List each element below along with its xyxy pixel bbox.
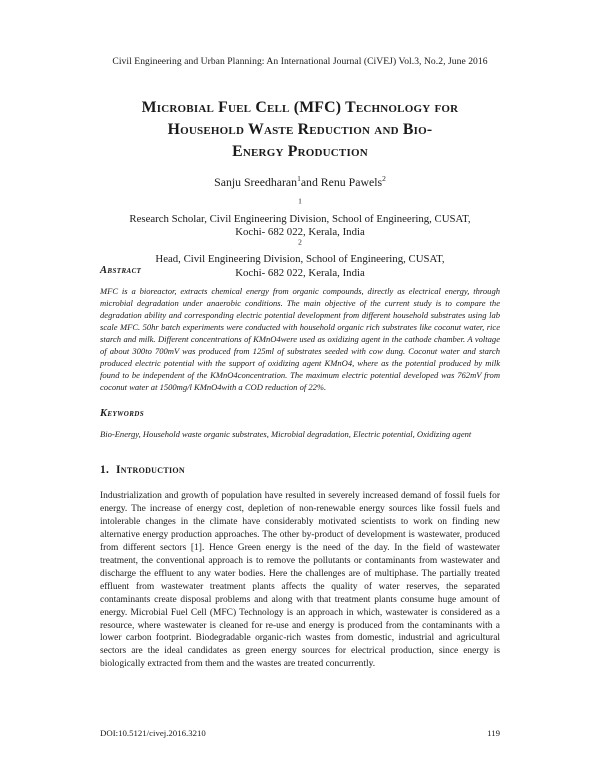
introduction-paragraph: Industrialization and growth of population have resulted in severely increased demand of fossil fuels for energy. The increase of energy cost, depletion of non-renewable energy sources like fossil fuels and intolerable changes in the climate have considerably motivated scientists to work on finding new alternative energy production approaches. The other by-product of development is wastewater, produced from different sectors [1]. Hence Green energy is the need of the day. In the field of wastewater treatment, the conventional approach is to remove the pollutants or contaminants from wastewater and discharge the effluent to any water bodies. Here the challenges are of multiphase. The partially treated effluent from wastewater treatment plants affects the quality of water reserves, the separated contaminants create disposal problems and along with that treatment plants consume huge amount of energy. Microbial Fuel Cell (MFC) Technology is an approach in which, wastewater is considered as a resource, where wastewater is cleaned for re-use and energy is produced from the contaminants with a lower carbon footprint. Biodegradable organic-rich wastes from domestic, industrial and agricultural sectors are the ideal candidates as green energy sources for electrical production, since energy is biologically extracted from them and the wastes are treated concurrently. bbox=[100, 491, 500, 670]
affiliation-1-line-1 bbox=[60, 196, 540, 226]
paper-title bbox=[80, 97, 520, 163]
affiliation-2-line-2: Kochi- 682 022, Kerala, India bbox=[235, 266, 365, 279]
title-line-2: Household Waste Reduction and Bio- bbox=[167, 121, 433, 138]
affiliation-2-text: Head, Civil Engineering Division, School of Engineering, CUSAT, bbox=[155, 253, 445, 266]
affiliation-2-line-1 bbox=[60, 237, 540, 267]
author-1-superscript: 1 bbox=[297, 174, 301, 184]
page-number: 119 bbox=[487, 728, 500, 738]
keywords-text: Bio-Energy, Household waste organic substrates, Microbial degradation, Electric potential, Oxidizing agent bbox=[100, 429, 472, 439]
author-line bbox=[0, 175, 600, 190]
title-line-3: Energy Production bbox=[232, 143, 368, 160]
affiliation-1-line-2: Kochi- 682 022, Kerala, India bbox=[235, 226, 365, 239]
affiliation-1-text: Research Scholar, Civil Engineering Division, School of Engineering, CUSAT, bbox=[129, 212, 471, 225]
section-number: 1. bbox=[100, 464, 110, 476]
affiliation-2-superscript: 2 bbox=[298, 237, 302, 247]
author-2-superscript: 2 bbox=[382, 174, 386, 184]
title-line-1: Microbial Fuel Cell (MFC) Technology for bbox=[141, 99, 459, 116]
running-header: Civil Engineering and Urban Planning: An International Journal (CiVEJ) Vol.3, No.2, June 2016 bbox=[112, 56, 488, 67]
section-title: Introduction bbox=[116, 464, 185, 476]
keywords-heading: Keywords bbox=[100, 408, 145, 419]
abstract-heading: Abstract bbox=[100, 265, 142, 276]
author-connector: and Renu Pawels bbox=[300, 175, 383, 189]
abstract-text: MFC is a bioreactor, extracts chemical energy from organic compounds, directly as electrical energy, through microbial degradation under anaerobic conditions. The main objective of the current study is to compare the degradation ability and corresponding electric potential development from different household substrates using lab scale MFC. 50hr batch experiments were conducted with household organic rich substrates like coconut water, rice starch and milk. Different concentrations of KMnO4were used as oxidizing agent in the cathode chamber. A voltage of about 300to 700mV was produced from 125ml of substrates seeded with cow dung. Coconut water and starch produced electric potential with the support of oxidizing agent KMnO4, where as the potential produced by milk found to be independent of the KMnO4concentration. The maximum electric potential developed was 762mV from coconut water at 1500mg/l KMnO4with a COD reduction of 22%. bbox=[100, 286, 500, 392]
doi-footer: DOI:10.5121/civej.2016.3210 bbox=[100, 728, 206, 738]
author-1-name: Sanju Sreedharan bbox=[214, 175, 298, 189]
affiliation-1-superscript: 1 bbox=[298, 196, 302, 206]
section-heading-introduction bbox=[100, 464, 185, 476]
